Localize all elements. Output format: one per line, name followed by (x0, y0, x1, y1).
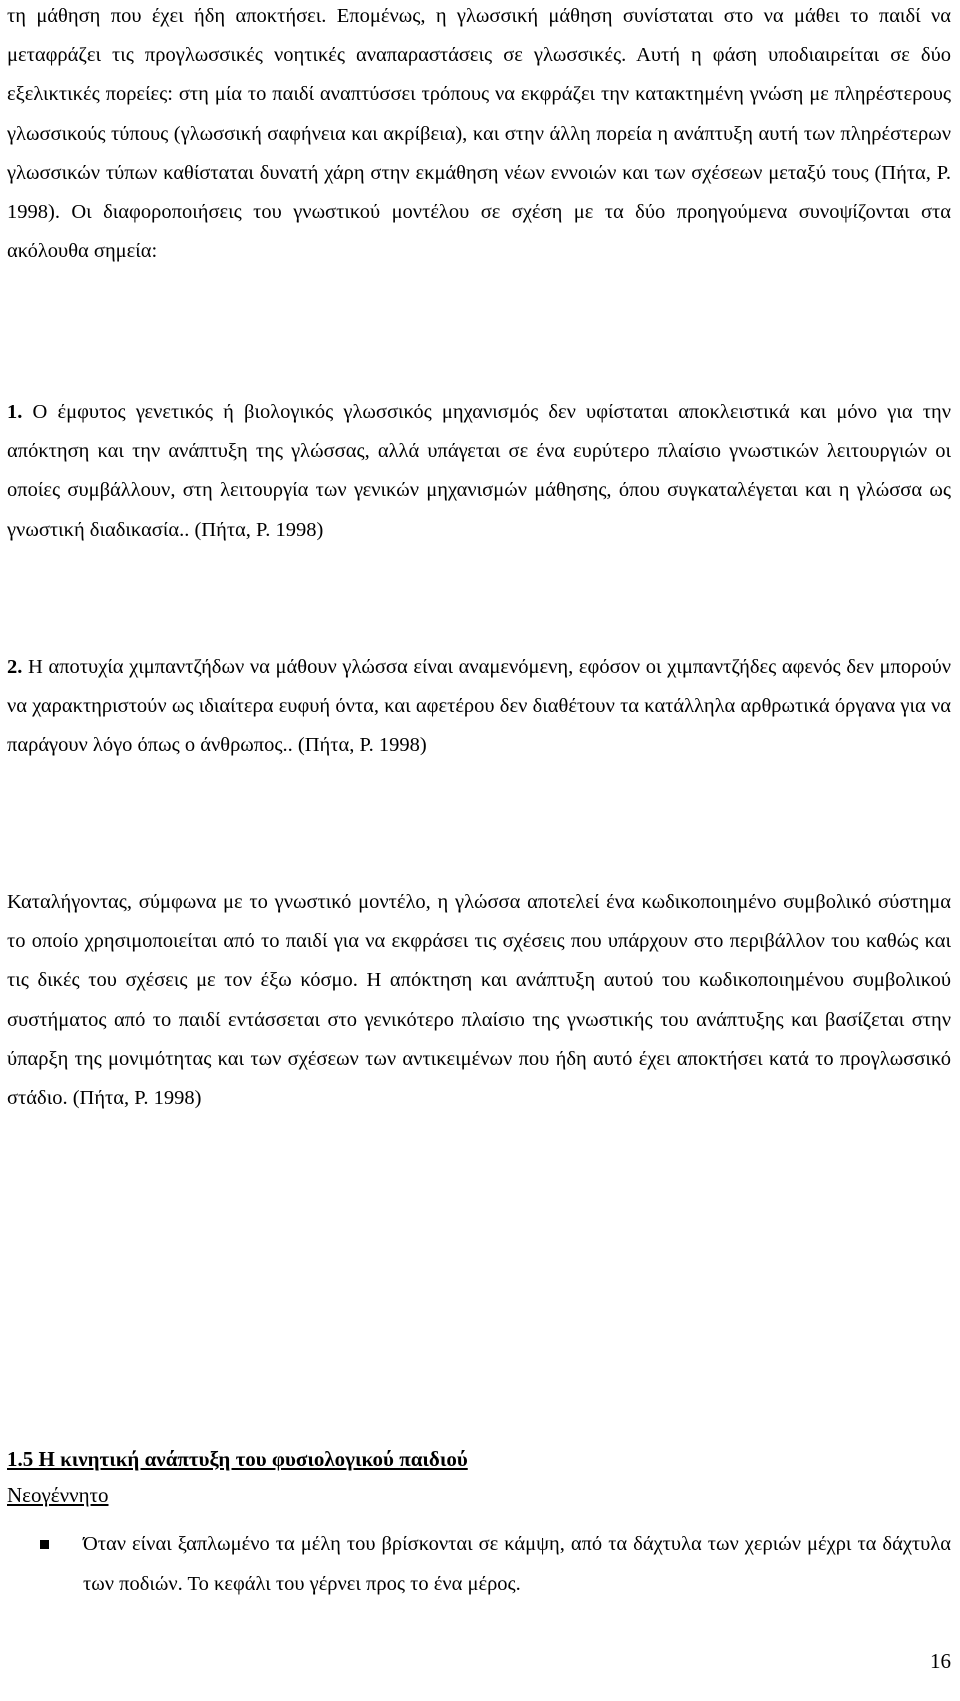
paragraph-text: Καταλήγοντας, σύμφωνα με το γνωστικό μοντέλο, η γλώσσα αποτελεί ένα κωδικοποιημένο συμβολικό σύστημα το οποίο χρησιμοποιείται από το παιδί για να εκφράσει τις σχέσεις που υπάρχουν στο περιβάλλον του καθώς και τις δικές του σχέσεις με τον έξω κόσμο. Η απόκτηση και ανάπτυξη αυτού του κωδικοποιημένου συμβολικού συστήματος από το παιδί εντάσσεται στο γενικότερο πλαίσιο της γνωστικής του ανάπτυξης και βασίζεται στην ύπαρξη της μονιμότητας και των σχέσεων των αντικειμένων που ήδη αυτό έχει αποκτήσει κατά το προγλωσσικό στάδιο. (Πήτα, Ρ. 1998) (7, 891, 951, 1110)
paragraph-text: τη μάθηση που έχει ήδη αποκτήσει. Επομένως, η γλωσσική μάθηση συνίσταται στο να μάθει το παιδί να μεταφράζει τις προγλωσσικές νοητικές αναπαραστάσεις σε γλωσσικές. Αυτή η φάση υποδιαιρείται σε δύο εξελικτικές πορείες: στη μία το παιδί αναπτύσσει τρόπους να εκφράζει την κατακτημένη γνώση με πληρέστερους γλωσσικούς τύπους (γλωσσική σαφήνεια και ακρίβεια), και στην άλλη πορεία η ανάπτυξη αυτή των πληρέστερων γλωσσικών τύπων καθίσταται δυνατή χάρη στην εκμάθηση νέων εννοιών και των σχέσεων μεταξύ τους (Πήτα, Ρ. 1998). Οι διαφοροποιήσεις του γνωστικού μοντέλου σε σχέση με τα δύο προηγούμενα συνοψίζονται στα ακόλουθα σημεία: (7, 5, 951, 263)
paragraph-text: Η αποτυχία χιμπαντζήδων να μάθουν γλώσσα είναι αναμενόμενη, εφόσον οι χιμπαντζήδες αφενός δεν μπορούν να χαρακτηριστούν ως ιδιαίτερα ευφυή όντα, και αφετέρου δεν διαθέτουν τα κατάλληλα αρθρωτικά όργανα για να παράγουν λόγο όπως ο άνθρωπος.. (Πήτα, Ρ. 1998) (7, 656, 951, 757)
paragraph-point-2 (7, 648, 951, 766)
paragraph-point-1 (7, 393, 951, 550)
bullet-text: Όταν είναι ξαπλωμένο τα μέλη του βρίσκονται σε κάμψη, από τα δάχτυλα των χεριών μέχρι τα δάχτυλα των ποδιών. Το κεφάλι του γέρνει προς το ένα μέρος. (83, 1533, 951, 1595)
subsection-heading: Νεογέννητο (7, 1483, 109, 1507)
point-number: 2. (7, 656, 23, 678)
paragraph-cognitive-model (7, 0, 951, 271)
paragraph-conclusion (7, 883, 951, 1118)
section-heading: 1.5 Η κινητική ανάπτυξη του φυσιολογικού παιδιού (7, 1447, 468, 1471)
square-bullet-icon (40, 1540, 49, 1549)
page-number: 16 (930, 1649, 951, 1673)
paragraph-text: Ο έμφυτος γενετικός ή βιολογικός γλωσσικός μηχανισμός δεν υφίσταται αποκλειστικά και μόνο για την απόκτηση και την ανάπτυξη της γλώσσας, αλλά υπάγεται σε ένα ευρύτερο πλαίσιο γνωστικών λειτουργιών οι οποίες συμβάλλουν, στη λειτουργία των γενικών μηχανισμών μάθησης, όπου συγκαταλέγεται και η γλώσσα ως γνωστική διαδικασία.. (Πήτα, Ρ. 1998) (7, 401, 951, 541)
point-number: 1. (7, 401, 23, 423)
